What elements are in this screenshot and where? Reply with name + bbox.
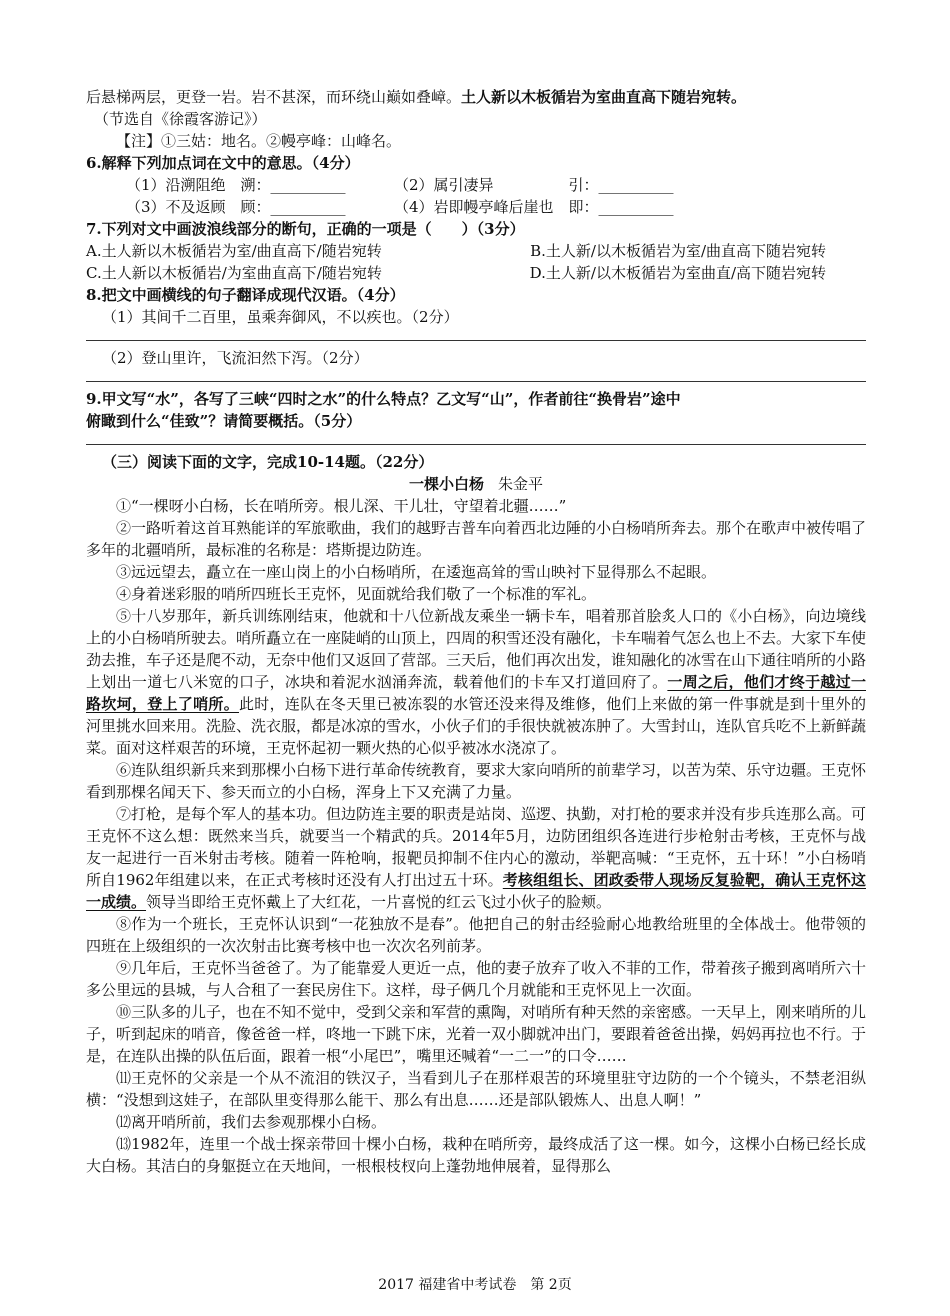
underlined-sentence: 一周之后，他们才终于越过一路坎坷，登上了哨所。 <box>86 673 866 713</box>
option-b: B.土人新/以木板循岩为室/曲直高下随岩宛转 <box>530 242 826 260</box>
question-7-options-cd <box>86 262 866 284</box>
q8-sentence-2: （2）登山里许，飞流汩然下泻。（2分） <box>102 349 369 367</box>
paragraph-4: ④身着迷彩服的哨所四班长王克怀，见面就给我们敬了一个标准的军礼。 <box>116 585 597 603</box>
paragraph-6: ⑥连队组织新兵来到那棵小白杨下进行革命传统教育，要求大家向哨所的前辈学习，以苦为荣、乐守边疆。王克怀看到那棵名闻天下、参天而立的小白杨，浑身上下又充满了力量。 <box>86 761 867 801</box>
section-3-heading: （三）阅读下面的文字，完成10-14题。（22分） <box>102 453 434 471</box>
answer-line <box>86 369 866 382</box>
paragraph-7: ⑦打枪，是每个军人的基本功。但边防连主要的职责是站岗、巡逻、执勤，对打枪的要求并没有步兵连那么高。可王克怀不这么想：既然来当兵，就要当一个精武的兵。2014年5月，边防团组织各连进行步枪射击考核，王克怀与战友一起进行一百米射击考核。随着一阵枪响，报靶员抑制不住内心的激动，举靶高喊：“王克怀，五十环！”小白杨哨所自1962年组建以来，在正式考核时还没有人打出过五十环。考核组组长、团政委带人现场反复验靶，确认王克怀这一成绩。领导当即给王克怀戴上了大红花，一片喜悦的红云飞过小伙子的脸颊。 <box>86 805 867 911</box>
question-8-title: 8.把文中画横线的句子翻译成现代汉语。（4分） <box>86 286 405 304</box>
paragraph-5: ⑤十八岁那年，新兵训练刚结束，他就和十八位新战友乘坐一辆卡车，唱着那首脍炙人口的《小白杨》，向边境线上的小白杨哨所驶去。哨所矗立在一座陡峭的山顶上，四周的积雪还没有融化，卡车喘着气怎么也上不去。大家下车使劲去推，车子还是爬不动，无奈中他们又返回了营部。三天后，他们再次出发，谁知融化的冰雪在山下通往哨所的小路上划出一道七八米宽的口子，冰块和着泥水汹涌奔流，载着他们的卡车又打道回府了。一周之后，他们才终于越过一路坎坷，登上了哨所。此时，连队在冬天里已被冻裂的水管还没来得及维修，他们上来做的第一件事就是到十里外的河里挑水回来用。洗脸、洗衣服，都是冰凉的雪水，小伙子们的手很快就被冻肿了。大雪封山，连队官兵吃不上新鲜蔬菜。面对这样艰苦的环境，王克怀起初一颗火热的心似乎被冰水浇凉了。 <box>86 607 867 757</box>
exam-page <box>86 86 866 1177</box>
option-c: C.土人新以木板循岩/为室曲直高下/随岩宛转 <box>86 264 382 282</box>
question-9-line-1: 9.甲文写“水”，各写了三峡“四时之水”的什么特点？乙文写“山”，作者前往“换骨岩”途中 <box>86 390 681 408</box>
q6-item-3: （3）不及返顾 顾：__________ <box>126 198 346 216</box>
article-author: 朱金平 <box>498 475 544 493</box>
question-7-options-ab <box>86 240 866 262</box>
paragraph-12: ⑿离开哨所前，我们去参观那棵小白杨。 <box>116 1113 387 1131</box>
underlined-sentence: 考核组组长、团政委带人现场反复验靶，确认王克怀这一成绩。 <box>86 871 866 911</box>
page-footer: 2017 福建省中考试卷 第 2页 <box>378 1277 572 1293</box>
wavy-line-sentence: 土人新以木板循岩为室曲直高下随岩宛转。 <box>461 88 747 106</box>
paragraph-3: ③远远望去，矗立在一座山岗上的小白杨哨所，在逶迤高耸的雪山映衬下显得那么不起眼。 <box>116 563 717 581</box>
answer-line <box>86 432 866 445</box>
paragraph-13: ⒀1982年，连里一个战士探亲带回十棵小白杨，栽种在哨所旁，最终成活了这一棵。如今，这棵小白杨已经长成大白杨。其洁白的身躯挺立在天地间，一根根枝杈向上蓬勃地伸展着，显得那么 <box>86 1135 866 1175</box>
question-9-line-2: 俯瞰到什么“佳致”？请简要概括。（5分） <box>86 412 362 430</box>
option-a: A.土人新以木板循岩为室/曲直高下/随岩宛转 <box>86 242 382 260</box>
q8-sentence-1: （1）其间千二百里，虽乘奔御风，不以疾也。（2分） <box>102 308 459 326</box>
source-note: （节选自《徐霞客游记》） <box>94 110 267 128</box>
question-6-row-1 <box>86 174 866 196</box>
answer-line <box>86 328 866 341</box>
q6-item-4: （4）岩即幔亭峰后崖也 即：__________ <box>394 198 674 216</box>
article-title: 一棵小白杨 朱金平 <box>408 475 544 493</box>
paragraph-9: ⑨几年后，王克怀当爸爸了。为了能靠爱人更近一点，他的妻子放弃了收入不菲的工作，带着孩子搬到离哨所六十多公里远的县城，与人合租了一套民房住下。这样，母子俩几个月就能和王克怀见上一次面。 <box>86 959 867 999</box>
paragraph-10: ⑩三队多的儿子，也在不知不觉中，受到父亲和军营的熏陶，对哨所有种天然的亲密感。一天早上，刚来哨所的儿子，听到起床的哨音，像爸爸一样，咚地一下跳下床，光着一双小脚就冲出门，要跟着爸爸出操，妈妈再拉也不行。于是，在连队出操的队伍后面，跟着一根“小尾巴”，嘴里还喊着“一二一”的口令…… <box>86 1003 867 1065</box>
annotation-note: 【注】①三姑：地名。②幔亭峰：山峰名。 <box>116 132 402 150</box>
q6-item-1: （1）沿溯阻绝 溯：__________ <box>126 176 346 194</box>
q6-item-2: （2）属引凄异 引：__________ <box>394 176 674 194</box>
paragraph-1: ①“一棵呀小白杨，长在哨所旁。根儿深、干儿壮，守望着北疆……” <box>116 497 567 515</box>
paragraph-2: ②一路听着这首耳熟能详的军旅歌曲，我们的越野吉普车向着西北边陲的小白杨哨所奔去。那个在歌声中被传唱了多年的北疆哨所，最标准的名称是：塔斯提边防连。 <box>86 519 867 559</box>
paragraph-11: ⑾王克怀的父亲是一个从不流泪的铁汉子，当看到儿子在那样艰苦的环境里驻守边防的一个个镜头，不禁老泪纵横：“没想到这娃子，在部队里变得那么能干、那么有出息……还是部队锻炼人、出息人啊！” <box>86 1069 866 1109</box>
option-d: D.土人新/以木板循岩为室曲直/高下随岩宛转 <box>529 264 826 282</box>
paragraph-8: ⑧作为一个班长，王克怀认识到“一花独放不是春”。他把自己的射击经验耐心地教给班里的全体战士。他带领的四班在上级组织的一次次射击比赛考核中也一次次名列前茅。 <box>86 915 866 955</box>
question-6-row-2 <box>86 196 866 218</box>
question-7-title: 7.下列对文中画波浪线部分的断句，正确的一项是（ ）（3分） <box>86 220 525 238</box>
passage-line: 后悬梯两层，更登一岩。岩不甚深，而环绕山巅如叠嶂。土人新以木板循岩为室曲直高下随岩宛转。 <box>86 88 747 106</box>
question-6-title: 6.解释下列加点词在文中的意思。（4分） <box>86 154 360 172</box>
